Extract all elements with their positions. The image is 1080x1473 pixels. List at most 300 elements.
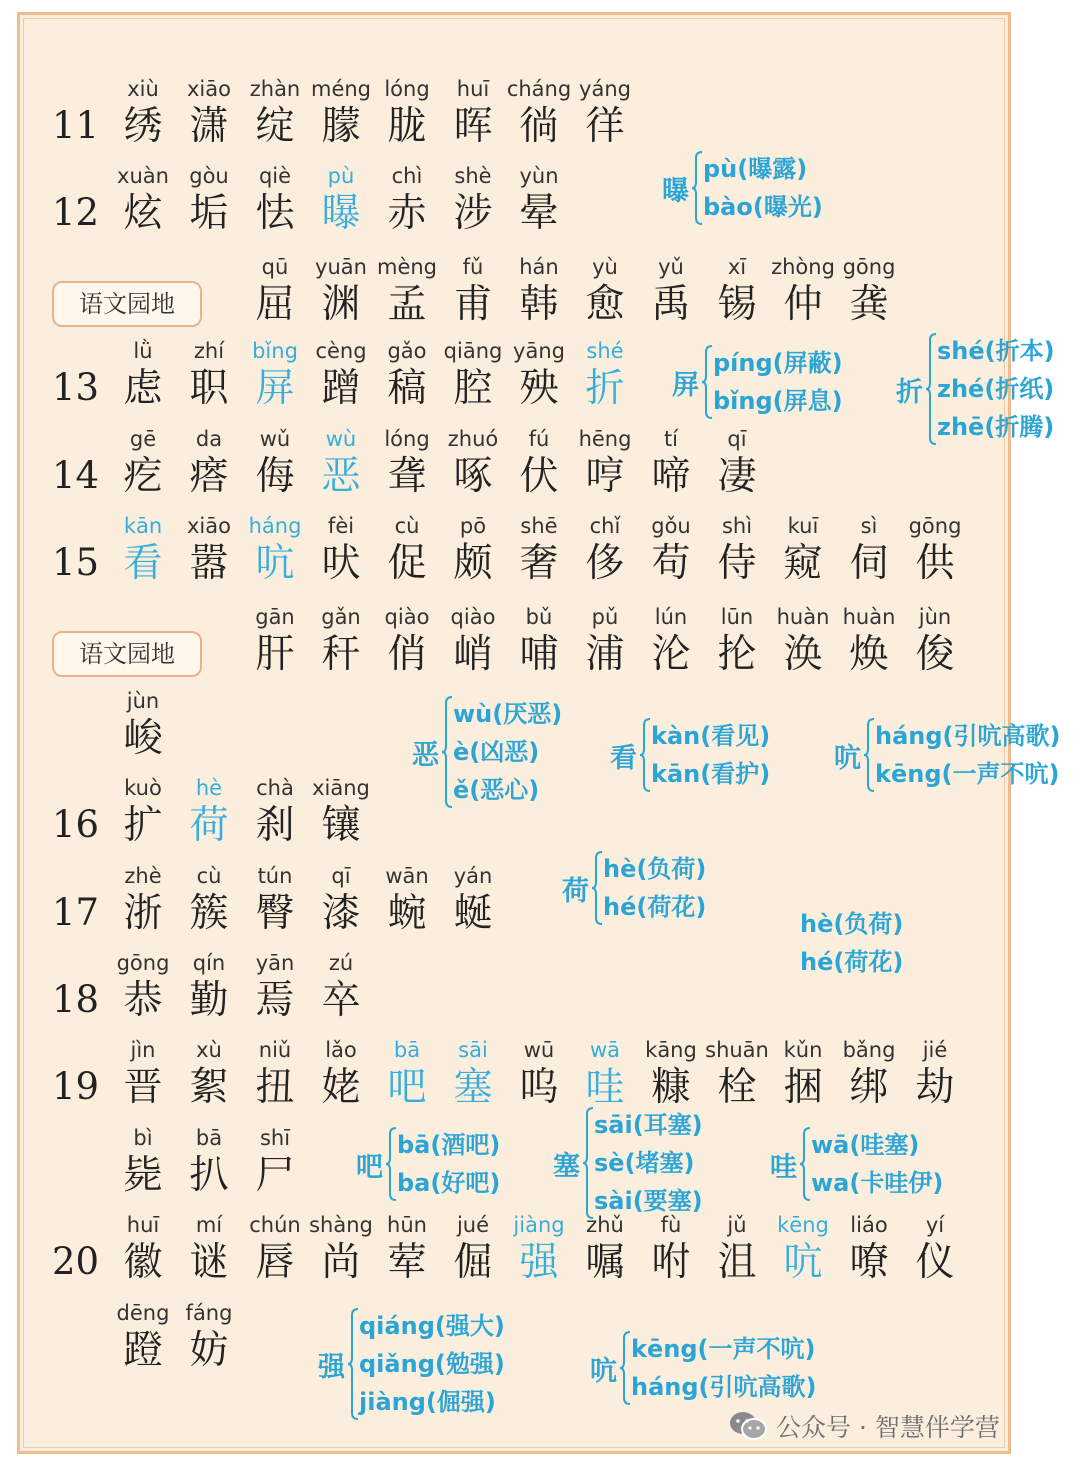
brace-icon <box>385 1126 397 1202</box>
hanzi: 颇 <box>453 541 493 586</box>
hanzi: 聋 <box>387 454 427 499</box>
hanzi: 屏 <box>255 366 295 411</box>
hanzi: 峻 <box>123 716 163 761</box>
hanzi: 瘩 <box>189 454 229 499</box>
brace-icon <box>863 717 875 793</box>
hanzi: 蹭 <box>321 366 361 411</box>
vocab-item <box>770 1037 836 1113</box>
hanzi: 谜 <box>189 1240 229 1285</box>
vocab-item <box>242 863 308 939</box>
hanzi: 肝 <box>255 632 295 677</box>
note-char: 荷 <box>562 875 589 907</box>
pinyin: shē <box>520 514 558 538</box>
polyphone-note <box>318 1305 505 1423</box>
pinyin: jùn <box>126 689 160 713</box>
vocab-item <box>176 1125 242 1201</box>
hanzi: 峭 <box>453 632 493 677</box>
brace-icon <box>925 332 937 446</box>
pinyin: lūn <box>720 605 754 629</box>
pinyin: qiào <box>450 605 496 629</box>
pinyin: pō <box>459 514 487 538</box>
vocab-item <box>308 163 374 239</box>
vocab-item <box>506 163 572 239</box>
hanzi: 嘹 <box>849 1240 889 1285</box>
pinyin: gē <box>129 427 157 451</box>
pinyin: kāng <box>645 1038 697 1062</box>
vocab-item <box>638 254 704 330</box>
pinyin: wǔ <box>259 427 291 451</box>
lesson-number: 14 <box>52 454 100 497</box>
vocab-item <box>572 1037 638 1113</box>
hanzi: 晕 <box>519 191 559 236</box>
pinyin: lóng <box>384 427 430 451</box>
hanzi: 潇 <box>189 104 229 149</box>
vocab-item <box>440 76 506 152</box>
hanzi: 屈 <box>255 282 295 327</box>
polyphone-note <box>610 715 770 795</box>
hanzi: 韩 <box>519 282 559 327</box>
section-badge: 语文园地 <box>52 281 202 327</box>
hanzi: 渊 <box>321 282 361 327</box>
hanzi: 胧 <box>387 104 427 149</box>
hanzi: 臀 <box>255 891 295 936</box>
vocab-item <box>902 1037 968 1113</box>
pinyin: bā <box>195 1126 223 1150</box>
vocab-item <box>506 604 572 680</box>
hanzi: 扒 <box>189 1153 229 1198</box>
pinyin: bā <box>393 1038 421 1062</box>
hanzi: 姥 <box>321 1065 361 1110</box>
vocab-item <box>176 1300 242 1376</box>
brace-icon <box>799 1126 811 1202</box>
vocab-item <box>506 76 572 152</box>
hanzi: 赤 <box>387 191 427 236</box>
vocab-item <box>110 76 176 152</box>
pinyin: hēng <box>578 427 632 451</box>
vocab-item <box>308 254 374 330</box>
vocab-item <box>110 1300 176 1376</box>
pinyin: cèng <box>315 339 367 363</box>
hanzi: 侈 <box>585 541 625 586</box>
pinyin: cù <box>394 514 420 538</box>
hanzi: 吠 <box>321 541 361 586</box>
note-reading: bào(曝光) <box>703 193 823 221</box>
note-reading: hè(负荷) <box>603 855 707 883</box>
pinyin: jué <box>456 1213 490 1237</box>
polyphone-note <box>562 848 706 928</box>
hanzi: 俊 <box>915 632 955 677</box>
hanzi: 折 <box>585 366 625 411</box>
hanzi: 沦 <box>651 632 691 677</box>
pinyin: gōng <box>116 951 170 975</box>
hanzi: 尸 <box>255 1153 295 1198</box>
lesson-number: 16 <box>52 803 100 846</box>
pinyin: gōng <box>842 255 896 279</box>
hanzi: 呜 <box>519 1065 559 1110</box>
hanzi: 凄 <box>717 454 757 499</box>
pinyin: xuàn <box>117 164 169 188</box>
vocab-item <box>704 254 770 330</box>
vocab-item <box>440 254 506 330</box>
hanzi: 蜿 <box>387 891 427 936</box>
vocab-item <box>374 426 440 502</box>
pinyin: shī <box>259 1126 291 1150</box>
pinyin: qiè <box>258 164 292 188</box>
pinyin: hè <box>195 776 223 800</box>
hanzi: 供 <box>915 541 955 586</box>
vocab-item <box>440 426 506 502</box>
hanzi: 浦 <box>585 632 625 677</box>
vocab-item <box>110 950 176 1026</box>
hanzi: 蜒 <box>453 891 493 936</box>
vocab-item <box>176 513 242 589</box>
pinyin: hūn <box>387 1213 427 1237</box>
pinyin: jiàng <box>513 1213 565 1237</box>
vocab-item <box>110 688 176 764</box>
hanzi: 愈 <box>585 282 625 327</box>
vocab-item <box>242 76 308 152</box>
pinyin: gōng <box>908 514 962 538</box>
vocab-item <box>572 338 638 414</box>
note-reading: hé(荷花) <box>603 893 707 921</box>
section-badge: 语文园地 <box>52 631 202 677</box>
vocab-item <box>638 513 704 589</box>
hanzi: 哼 <box>585 454 625 499</box>
note-char: 吧 <box>356 1151 383 1183</box>
vocab-item <box>308 338 374 414</box>
pinyin: wān <box>385 864 429 888</box>
hanzi: 职 <box>189 366 229 411</box>
pinyin: yùn <box>519 164 559 188</box>
pinyin: yān <box>255 951 295 975</box>
hanzi: 殃 <box>519 366 559 411</box>
vocab-item <box>308 604 374 680</box>
hanzi: 哇 <box>585 1065 625 1110</box>
hanzi: 涉 <box>453 191 493 236</box>
pinyin: kuò <box>124 776 162 800</box>
pinyin: jǔ <box>727 1213 747 1237</box>
hanzi: 晋 <box>123 1065 163 1110</box>
pinyin: fǔ <box>462 255 484 279</box>
vocab-item <box>902 513 968 589</box>
vocab-item <box>374 1037 440 1113</box>
vocab-item <box>506 513 572 589</box>
polyphone-note <box>834 715 1060 795</box>
vocab-item <box>572 76 638 152</box>
pinyin: kǔn <box>783 1038 823 1062</box>
pinyin: bì <box>133 1126 153 1150</box>
lesson-number: 20 <box>52 1240 100 1283</box>
vocab-item <box>902 1212 968 1288</box>
hanzi: 侮 <box>255 454 295 499</box>
vocab-item <box>770 1212 836 1288</box>
lesson-number: 17 <box>52 891 100 934</box>
vocab-item <box>176 76 242 152</box>
pinyin: pù <box>327 164 355 188</box>
pinyin: cháng <box>506 77 572 101</box>
hanzi: 焕 <box>849 632 889 677</box>
vocab-item <box>308 775 374 851</box>
pinyin: yuān <box>315 255 367 279</box>
hanzi: 吭 <box>783 1240 823 1285</box>
hanzi: 晖 <box>453 104 493 149</box>
note-reading: bǐng(屏息) <box>713 387 843 415</box>
pinyin: zhuó <box>447 427 499 451</box>
hanzi: 龚 <box>849 282 889 327</box>
vocab-item <box>110 1125 176 1201</box>
hanzi: 抡 <box>717 632 757 677</box>
vocab-item <box>110 426 176 502</box>
hanzi: 蹬 <box>123 1328 163 1373</box>
vocab-item <box>308 950 374 1026</box>
pinyin: yán <box>453 864 493 888</box>
hanzi: 荤 <box>387 1240 427 1285</box>
hanzi: 看 <box>123 541 163 586</box>
note-reading: wā(哇塞) <box>811 1131 920 1159</box>
hanzi: 糠 <box>651 1065 691 1110</box>
pinyin: chǐ <box>589 514 621 538</box>
hanzi: 扭 <box>255 1065 295 1110</box>
pinyin: sì <box>860 514 878 538</box>
pinyin: dēng <box>116 1301 170 1325</box>
note-char: 塞 <box>553 1150 580 1182</box>
vocab-item <box>770 604 836 680</box>
hanzi: 嘱 <box>585 1240 625 1285</box>
hanzi: 啼 <box>651 454 691 499</box>
note-char: 看 <box>610 742 637 774</box>
vocab-item <box>242 1037 308 1113</box>
hanzi: 锡 <box>717 282 757 327</box>
hanzi: 俏 <box>387 632 427 677</box>
hanzi: 垢 <box>189 191 229 236</box>
vocab-item <box>506 338 572 414</box>
stray-reading: hè(负荷) <box>800 910 904 938</box>
pinyin: qū <box>261 255 289 279</box>
pinyin: fú <box>528 427 550 451</box>
vocab-item <box>110 775 176 851</box>
hanzi: 絮 <box>189 1065 229 1110</box>
note-reading: wa(卡哇伊) <box>811 1169 944 1197</box>
hanzi: 劫 <box>915 1065 955 1110</box>
vocab-item <box>638 1212 704 1288</box>
brace-icon <box>347 1307 359 1421</box>
vocab-item <box>176 863 242 939</box>
pinyin: xī <box>727 255 747 279</box>
hanzi: 镶 <box>321 803 361 848</box>
vocab-item <box>374 163 440 239</box>
pinyin: jìn <box>130 1038 156 1062</box>
hanzi: 咐 <box>651 1240 691 1285</box>
hanzi: 唇 <box>255 1240 295 1285</box>
hanzi: 甫 <box>453 282 493 327</box>
lesson-number: 11 <box>52 104 100 147</box>
note-reading: kēng(一声不吭) <box>631 1335 816 1363</box>
note-reading: qiáng(强大) <box>359 1312 505 1340</box>
vocab-item <box>242 1212 308 1288</box>
hanzi: 毙 <box>123 1153 163 1198</box>
vocab-item <box>836 1212 902 1288</box>
note-reading: sāi(耳塞) <box>594 1111 703 1139</box>
hanzi: 浙 <box>123 891 163 936</box>
pinyin: fù <box>660 1213 682 1237</box>
pinyin: niǔ <box>258 1038 292 1062</box>
pinyin: yù <box>592 255 618 279</box>
pinyin: zú <box>328 951 354 975</box>
pinyin: qī <box>331 864 351 888</box>
pinyin: mèng <box>376 255 438 279</box>
hanzi: 焉 <box>255 978 295 1023</box>
vocab-item <box>242 604 308 680</box>
vocab-item <box>704 426 770 502</box>
hanzi: 疙 <box>123 454 163 499</box>
note-reading: zhē(折腾) <box>937 413 1055 441</box>
pinyin: zhòng <box>771 255 835 279</box>
brace-icon <box>701 344 713 420</box>
vocab-item <box>242 513 308 589</box>
brace-icon <box>619 1330 631 1406</box>
note-reading: è(凶恶) <box>453 738 540 766</box>
lesson-number: 19 <box>52 1065 100 1108</box>
pinyin: bǔ <box>525 605 553 629</box>
note-reading: jiàng(倔强) <box>359 1388 496 1416</box>
pinyin: tún <box>257 864 293 888</box>
pinyin: chún <box>249 1213 301 1237</box>
pinyin: háng <box>248 514 302 538</box>
note-reading: qiǎng(勉强) <box>359 1350 505 1378</box>
pinyin: kān <box>123 514 163 538</box>
vocab-item <box>242 338 308 414</box>
hanzi: 腔 <box>453 366 493 411</box>
note-reading: shé(折本) <box>937 337 1055 365</box>
pinyin: kēng <box>777 1213 829 1237</box>
brace-icon <box>441 695 453 809</box>
vocab-item <box>440 1037 506 1113</box>
note-reading: háng(引吭高歌) <box>875 722 1061 750</box>
vocab-item <box>176 163 242 239</box>
hanzi: 哺 <box>519 632 559 677</box>
hanzi: 倔 <box>453 1240 493 1285</box>
pinyin: shì <box>721 514 753 538</box>
hanzi: 捆 <box>783 1065 823 1110</box>
pinyin: xù <box>196 1038 222 1062</box>
vocab-item <box>374 1212 440 1288</box>
hanzi: 尚 <box>321 1240 361 1285</box>
hanzi: 徽 <box>123 1240 163 1285</box>
watermark-text: 公众号 · 智慧伴学营 <box>776 1413 1000 1442</box>
hanzi: 徜 <box>519 104 559 149</box>
pinyin: méng <box>310 77 372 101</box>
pinyin: bǎng <box>842 1038 896 1062</box>
watermark <box>728 1408 1000 1444</box>
vocab-item <box>176 338 242 414</box>
wechat-icon <box>728 1409 768 1443</box>
pinyin: qín <box>192 951 226 975</box>
hanzi: 恭 <box>123 978 163 1023</box>
lesson-number: 12 <box>52 191 100 234</box>
note-reading: ě(恶心) <box>453 776 540 804</box>
pinyin: bǐng <box>252 339 298 363</box>
pinyin: fáng <box>185 1301 233 1325</box>
polyphone-note <box>412 693 562 811</box>
pinyin: shè <box>454 164 492 188</box>
pinyin: shé <box>586 339 624 363</box>
pinyin: hán <box>519 255 559 279</box>
vocab-item <box>242 775 308 851</box>
pinyin: gòu <box>189 164 229 188</box>
pinyin: qiāng <box>443 339 503 363</box>
note-char: 恶 <box>412 739 439 771</box>
hanzi: 绽 <box>255 104 295 149</box>
vocab-item <box>176 426 242 502</box>
hanzi: 稿 <box>387 366 427 411</box>
hanzi: 虑 <box>123 366 163 411</box>
vocab-item <box>308 1037 374 1113</box>
hanzi: 卒 <box>321 978 361 1023</box>
hanzi: 炫 <box>123 191 163 236</box>
hanzi: 奢 <box>519 541 559 586</box>
hanzi: 促 <box>387 541 427 586</box>
vocab-item <box>572 513 638 589</box>
vocab-item <box>440 163 506 239</box>
vocab-item <box>902 604 968 680</box>
pinyin: cù <box>196 864 222 888</box>
hanzi: 绣 <box>123 104 163 149</box>
hanzi: 怯 <box>255 191 295 236</box>
pinyin: lǜ <box>133 339 153 363</box>
note-reading: kān(看护) <box>651 760 771 788</box>
pinyin: sāi <box>458 1038 488 1062</box>
vocab-item <box>110 513 176 589</box>
vocab-item <box>374 338 440 414</box>
note-char: 哇 <box>770 1151 797 1183</box>
pinyin: xiāng <box>312 776 370 800</box>
pinyin: gǒu <box>651 514 691 538</box>
vocab-item <box>176 775 242 851</box>
vocab-item <box>110 1037 176 1113</box>
pinyin: shàng <box>309 1213 373 1237</box>
pinyin: gǎn <box>321 605 361 629</box>
vocab-item <box>770 513 836 589</box>
vocab-item <box>440 338 506 414</box>
hanzi: 仪 <box>915 1240 955 1285</box>
vocab-item <box>836 513 902 589</box>
vocab-item <box>836 1037 902 1113</box>
vocab-item <box>704 1037 770 1113</box>
pinyin: yáng <box>579 77 631 101</box>
pinyin: lǎo <box>325 1038 357 1062</box>
hanzi: 窥 <box>783 541 823 586</box>
hanzi: 绑 <box>849 1065 889 1110</box>
pinyin: xiāo <box>187 77 231 101</box>
polyphone-note <box>662 148 823 228</box>
hanzi: 荷 <box>189 803 229 848</box>
lesson-number: 13 <box>52 366 100 409</box>
pinyin: zhè <box>124 864 162 888</box>
pinyin: jié <box>922 1038 948 1062</box>
pinyin: tí <box>663 427 679 451</box>
pinyin: wū <box>523 1038 555 1062</box>
pinyin: huī <box>126 1213 160 1237</box>
vocab-item <box>440 604 506 680</box>
pinyin: chà <box>256 776 294 800</box>
hanzi: 禹 <box>651 282 691 327</box>
hanzi: 栓 <box>717 1065 757 1110</box>
vocab-item <box>242 163 308 239</box>
pinyin: chì <box>391 164 423 188</box>
pinyin: xiù <box>127 77 159 101</box>
vocab-item <box>308 863 374 939</box>
hanzi: 沮 <box>717 1240 757 1285</box>
